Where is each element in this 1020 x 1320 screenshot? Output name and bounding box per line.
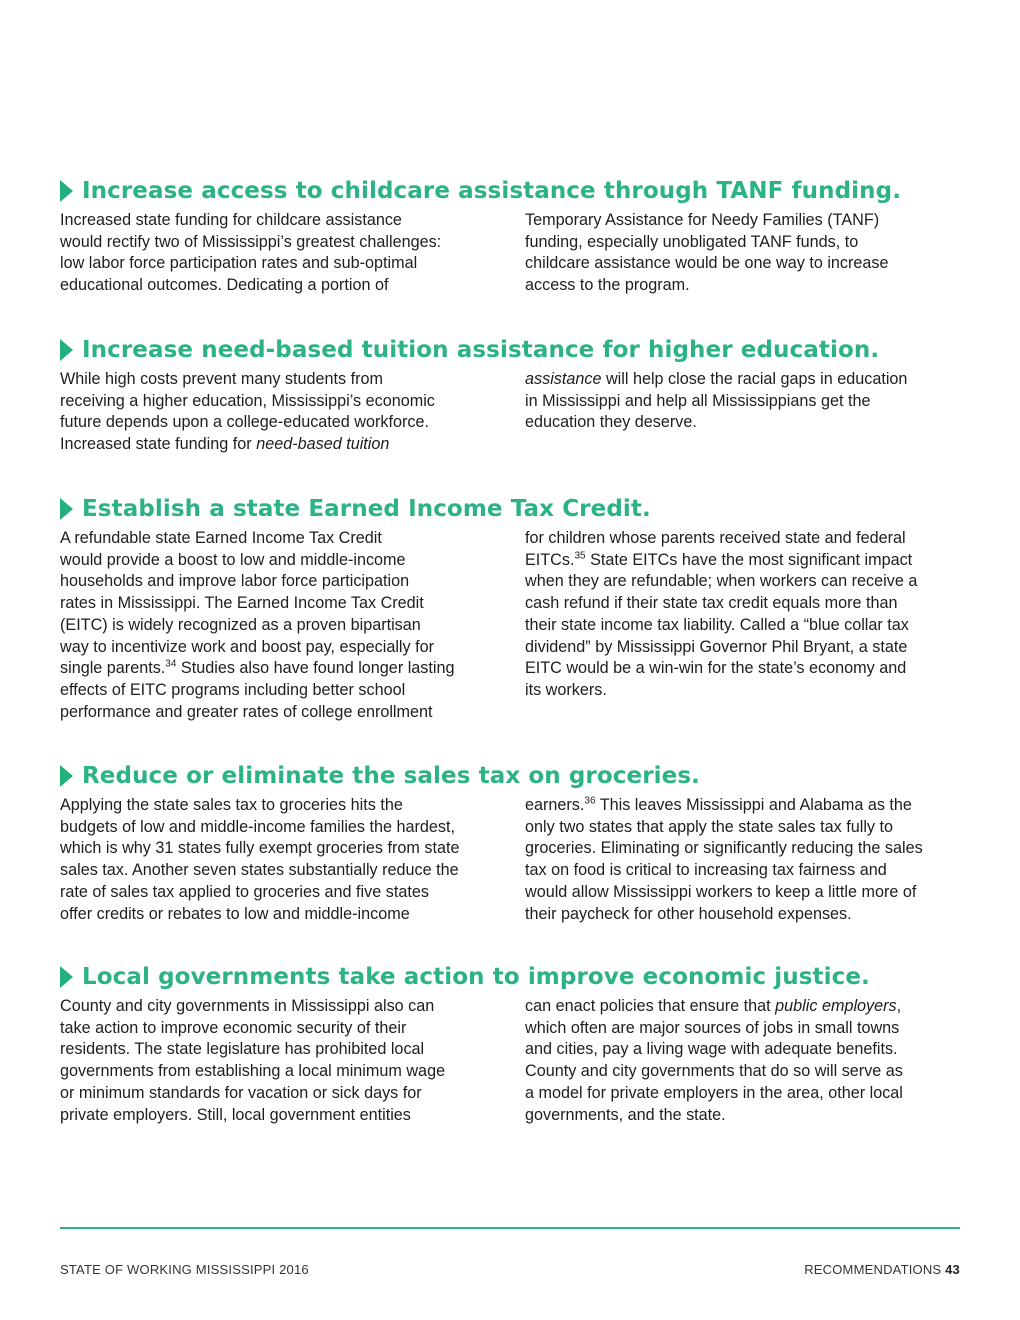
text-line: their state income tax liability. Called a “blue collar tax xyxy=(525,615,909,634)
text-line: EITC would be a win-win for the state’s economy and xyxy=(525,659,907,678)
text-line: in Mississippi and help all Mississippians get the xyxy=(525,391,871,410)
italic-text: public employers xyxy=(775,997,897,1015)
text-line: funding, especially unobligated TANF funds, to xyxy=(525,232,859,251)
text-line: rate of sales tax applied to groceries and five states xyxy=(60,882,429,901)
left-column xyxy=(60,795,495,925)
play-arrow-icon xyxy=(60,498,73,520)
right-column xyxy=(525,996,960,1126)
right-column xyxy=(525,795,960,925)
text-fragment: Studies also have found longer lasting xyxy=(176,659,455,678)
text-fragment: State EITCs have the most significant impact xyxy=(585,550,913,569)
section-heading xyxy=(60,333,960,367)
text-line: which is why 31 states fully exempt groceries from state xyxy=(60,839,460,858)
italic-text: need-based tuition xyxy=(256,435,390,454)
play-arrow-icon xyxy=(60,180,73,202)
text-line: governments, and the state. xyxy=(525,1105,726,1124)
section-local-governments xyxy=(60,960,960,1126)
text-line: low labor force participation rates and sub-optimal xyxy=(60,254,418,273)
text-line: tax on food is critical to increasing tax fairness and xyxy=(525,861,887,880)
text-fragment: can enact policies that ensure that xyxy=(525,997,776,1015)
heading-text: Increase access to childcare assistance through TANF funding. xyxy=(82,178,902,204)
footer-section-name: RECOMMENDATIONS xyxy=(804,1262,942,1277)
text-line: educational outcomes. Dedicating a portion of xyxy=(60,276,389,295)
left-column xyxy=(60,369,495,456)
right-column xyxy=(525,210,960,297)
section-heading xyxy=(60,960,960,994)
section-childcare xyxy=(60,174,960,297)
section-heading xyxy=(60,759,960,793)
text-line: education they deserve. xyxy=(525,413,697,432)
text-line: and cities, pay a living wage with adequate benefits. xyxy=(525,1040,898,1059)
text-line xyxy=(525,996,960,1018)
text-line xyxy=(525,550,960,572)
footer-publication-title: STATE OF WORKING MISSISSIPPI 2016 xyxy=(60,1262,309,1277)
text-fragment: Increased state funding for xyxy=(60,435,252,454)
footer-page-label xyxy=(804,1262,960,1277)
text-line: A refundable state Earned Income Tax Credit xyxy=(60,529,382,547)
text-line: sales tax. Another seven states substantially reduce the xyxy=(60,861,459,880)
left-column xyxy=(60,996,495,1126)
footnote-ref: 35 xyxy=(574,550,586,562)
left-column xyxy=(60,210,495,297)
play-arrow-icon xyxy=(60,966,73,988)
text-line: access to the program. xyxy=(525,276,690,295)
text-line: performance and greater rates of college enrollment xyxy=(60,702,433,721)
text-line: a model for private employers in the area, other local xyxy=(525,1083,903,1102)
section-eitc xyxy=(60,492,960,723)
text-line: governments from establishing a local minimum wage xyxy=(60,1062,446,1081)
text-line xyxy=(60,434,495,456)
text-line: residents. The state legislature has prohibited local xyxy=(60,1040,425,1059)
text-fragment: earners. xyxy=(525,796,585,814)
heading-text: Increase need-based tuition assistance for higher education. xyxy=(82,337,880,363)
section-heading xyxy=(60,492,960,526)
right-column xyxy=(525,369,960,456)
text-line: effects of EITC programs including better school xyxy=(60,680,406,699)
text-line: private employers. Still, local government entities xyxy=(60,1105,411,1124)
text-fragment: single parents. xyxy=(60,659,166,678)
text-line: would allow Mississippi workers to keep a little more of xyxy=(525,882,917,901)
text-line: groceries. Eliminating or significantly reducing the sales xyxy=(525,839,923,858)
section-tuition xyxy=(60,333,960,456)
text-line: future depends upon a college-educated workforce. xyxy=(60,413,429,432)
text-line: offer credits or rebates to low and middle-income xyxy=(60,904,410,923)
text-line: would rectify two of Mississippi’s greatest challenges: xyxy=(60,232,442,251)
text-line xyxy=(525,369,960,391)
text-line: would provide a boost to low and middle-income xyxy=(60,550,406,569)
text-line: County and city governments that do so will serve as xyxy=(525,1062,903,1081)
text-line: Temporary Assistance for Needy Families (TANF) xyxy=(525,211,880,229)
text-line: which often are major sources of jobs in small towns xyxy=(525,1018,900,1037)
text-fragment: will help close the racial gaps in education xyxy=(601,370,908,388)
text-line: Increased state funding for childcare assistance xyxy=(60,211,402,229)
text-line: or minimum standards for vacation or sick days for xyxy=(60,1083,422,1102)
text-line: households and improve labor force participation xyxy=(60,572,410,591)
text-line xyxy=(60,658,495,680)
section-grocery-tax xyxy=(60,759,960,925)
text-line: for children whose parents received state and federal xyxy=(525,529,906,547)
text-line xyxy=(525,795,960,817)
text-line: take action to improve economic security of their xyxy=(60,1018,407,1037)
text-fragment: This leaves Mississippi and Alabama as the xyxy=(595,796,912,814)
text-line: way to incentivize work and boost pay, especially for xyxy=(60,637,434,656)
left-column xyxy=(60,528,495,723)
text-line: rates in Mississippi. The Earned Income Tax Credit xyxy=(60,594,424,613)
text-line: when they are refundable; when workers can receive a xyxy=(525,572,918,591)
text-line: (EITC) is widely recognized as a proven bipartisan xyxy=(60,615,421,634)
footnote-ref: 36 xyxy=(584,795,596,807)
section-heading xyxy=(60,174,960,208)
heading-text: Reduce or eliminate the sales tax on groceries. xyxy=(82,763,700,789)
heading-text: Local governments take action to improve economic justice. xyxy=(82,964,870,990)
text-line: County and city governments in Mississippi also can xyxy=(60,997,435,1015)
italic-text: assistance xyxy=(525,370,602,388)
text-line: Applying the state sales tax to groceries hits the xyxy=(60,796,403,814)
text-fragment: , xyxy=(896,997,902,1015)
text-line: only two states that apply the state sales tax fully to xyxy=(525,817,894,836)
play-arrow-icon xyxy=(60,339,73,361)
page-number: 43 xyxy=(945,1262,960,1277)
text-line: dividend” by Mississippi Governor Phil Bryant, a state xyxy=(525,637,908,656)
play-arrow-icon xyxy=(60,765,73,787)
right-column xyxy=(525,528,960,723)
text-line: While high costs prevent many students from xyxy=(60,370,383,388)
text-line: cash refund if their state tax credit equals more than xyxy=(525,594,898,613)
text-line: budgets of low and middle-income families the hardest, xyxy=(60,817,456,836)
footnote-ref: 34 xyxy=(165,658,177,670)
text-line: childcare assistance would be one way to increase xyxy=(525,254,889,273)
text-line: receiving a higher education, Mississippi’s economic xyxy=(60,391,435,410)
text-line: its workers. xyxy=(525,680,607,699)
footer-divider xyxy=(60,1227,960,1229)
text-fragment: EITCs. xyxy=(525,550,575,569)
heading-text: Establish a state Earned Income Tax Credit. xyxy=(82,496,651,522)
text-line: their paycheck for other household expenses. xyxy=(525,904,852,923)
